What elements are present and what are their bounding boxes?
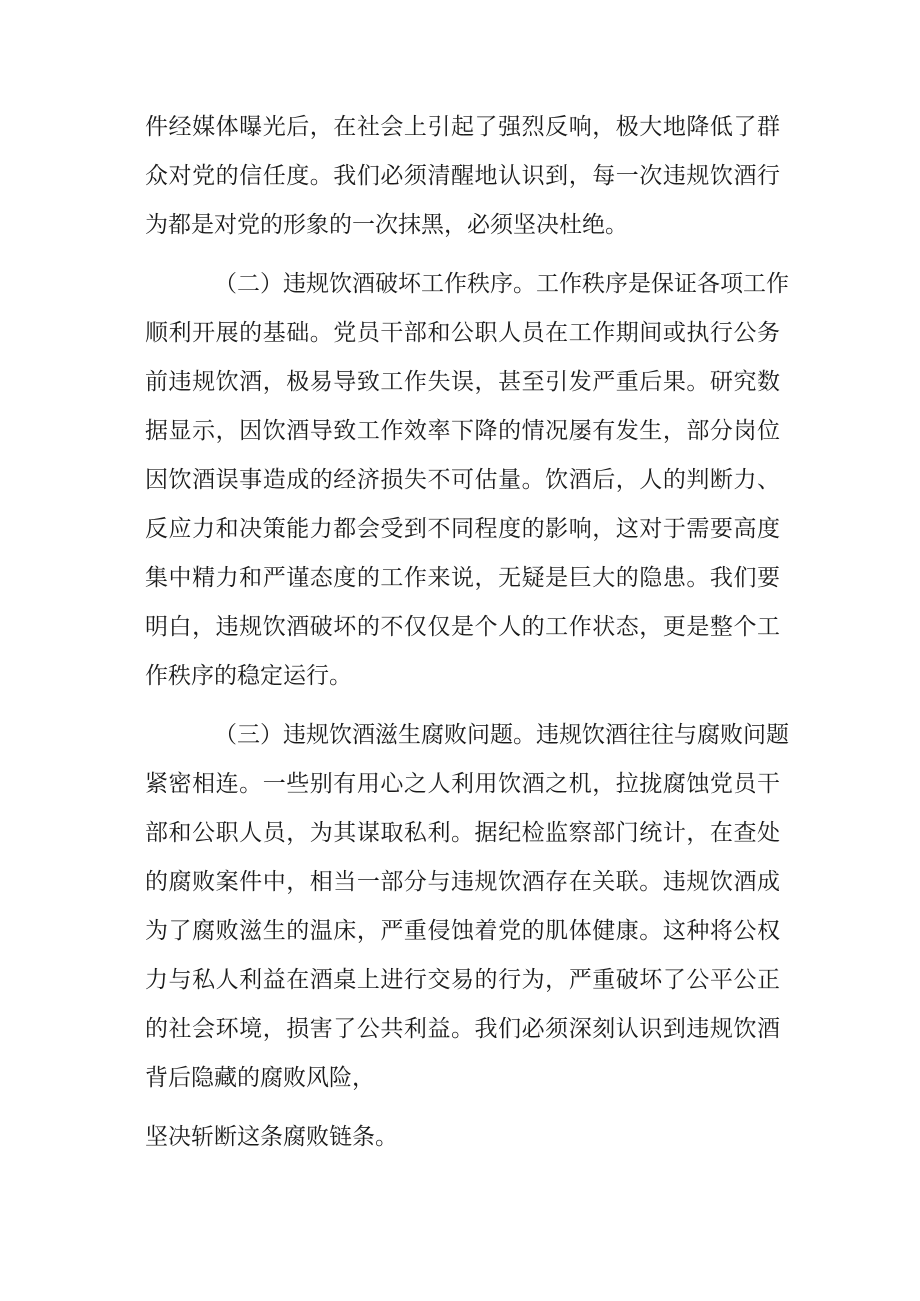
paragraph-4-line-1: 坚决斩断这条腐败链条。: [145, 1124, 398, 1150]
paragraph-2-line-5: 因饮酒误事造成的经济损失不可估量。饮酒后，人的判断力、: [145, 467, 780, 493]
paragraph-3-line-6: 力与私人利益在酒桌上进行交易的行为，严重破坏了公平公正: [145, 967, 780, 993]
paragraph-3-line-8: 背后隐藏的腐败风险，: [145, 1065, 375, 1091]
paragraph-1-line-2: 众对党的信任度。我们必须清醒地认识到，每一次违规饮酒行: [145, 163, 780, 189]
paragraph-1-line-1: 件经媒体曝光后，在社会上引起了强烈反响，极大地降低了群: [145, 114, 780, 140]
paragraph-2-line-6: 反应力和决策能力都会受到不同程度的影响，这对于需要高度: [145, 516, 780, 542]
paragraph-3-line-3: 部和公职人员，为其谋取私利。据纪检监察部门统计，在查处: [145, 820, 780, 846]
paragraph-3-line-5: 为了腐败滋生的温床，严重侵蚀着党的肌体健康。这种将公权: [145, 918, 780, 944]
paragraph-2-line-2: 顺利开展的基础。党员干部和公职人员在工作期间或执行公务: [145, 320, 780, 346]
paragraph-2-line-9: 作秩序的稳定运行。: [145, 663, 352, 689]
paragraph-2-line-8: 明白，违规饮酒破坏的不仅仅是个人的工作状态，更是整个工: [145, 614, 780, 640]
paragraph-3-line-1: （三）违规饮酒滋生腐败问题。违规饮酒往往与腐败问题: [214, 722, 789, 748]
paragraph-3-line-4: 的腐败案件中，相当一部分与违规饮酒存在关联。违规饮酒成: [145, 869, 780, 895]
paragraph-2-line-7: 集中精力和严谨态度的工作来说，无疑是巨大的隐患。我们要: [145, 565, 780, 591]
paragraph-1-line-3: 为都是对党的形象的一次抹黑，必须坚决杜绝。: [145, 212, 628, 238]
paragraph-3-line-7: 的社会环境，损害了公共利益。我们必须深刻认识到违规饮酒: [145, 1016, 780, 1042]
paragraph-2-line-4: 据显示，因饮酒导致工作效率下降的情况屡有发生，部分岗位: [145, 418, 780, 444]
paragraph-3-line-2: 紧密相连。一些别有用心之人利用饮酒之机，拉拢腐蚀党员干: [145, 771, 780, 797]
paragraph-2-line-1: （二）违规饮酒破坏工作秩序。工作秩序是保证各项工作: [214, 271, 789, 297]
paragraph-2-line-3: 前违规饮酒，极易导致工作失误，甚至引发严重后果。研究数: [145, 369, 780, 395]
